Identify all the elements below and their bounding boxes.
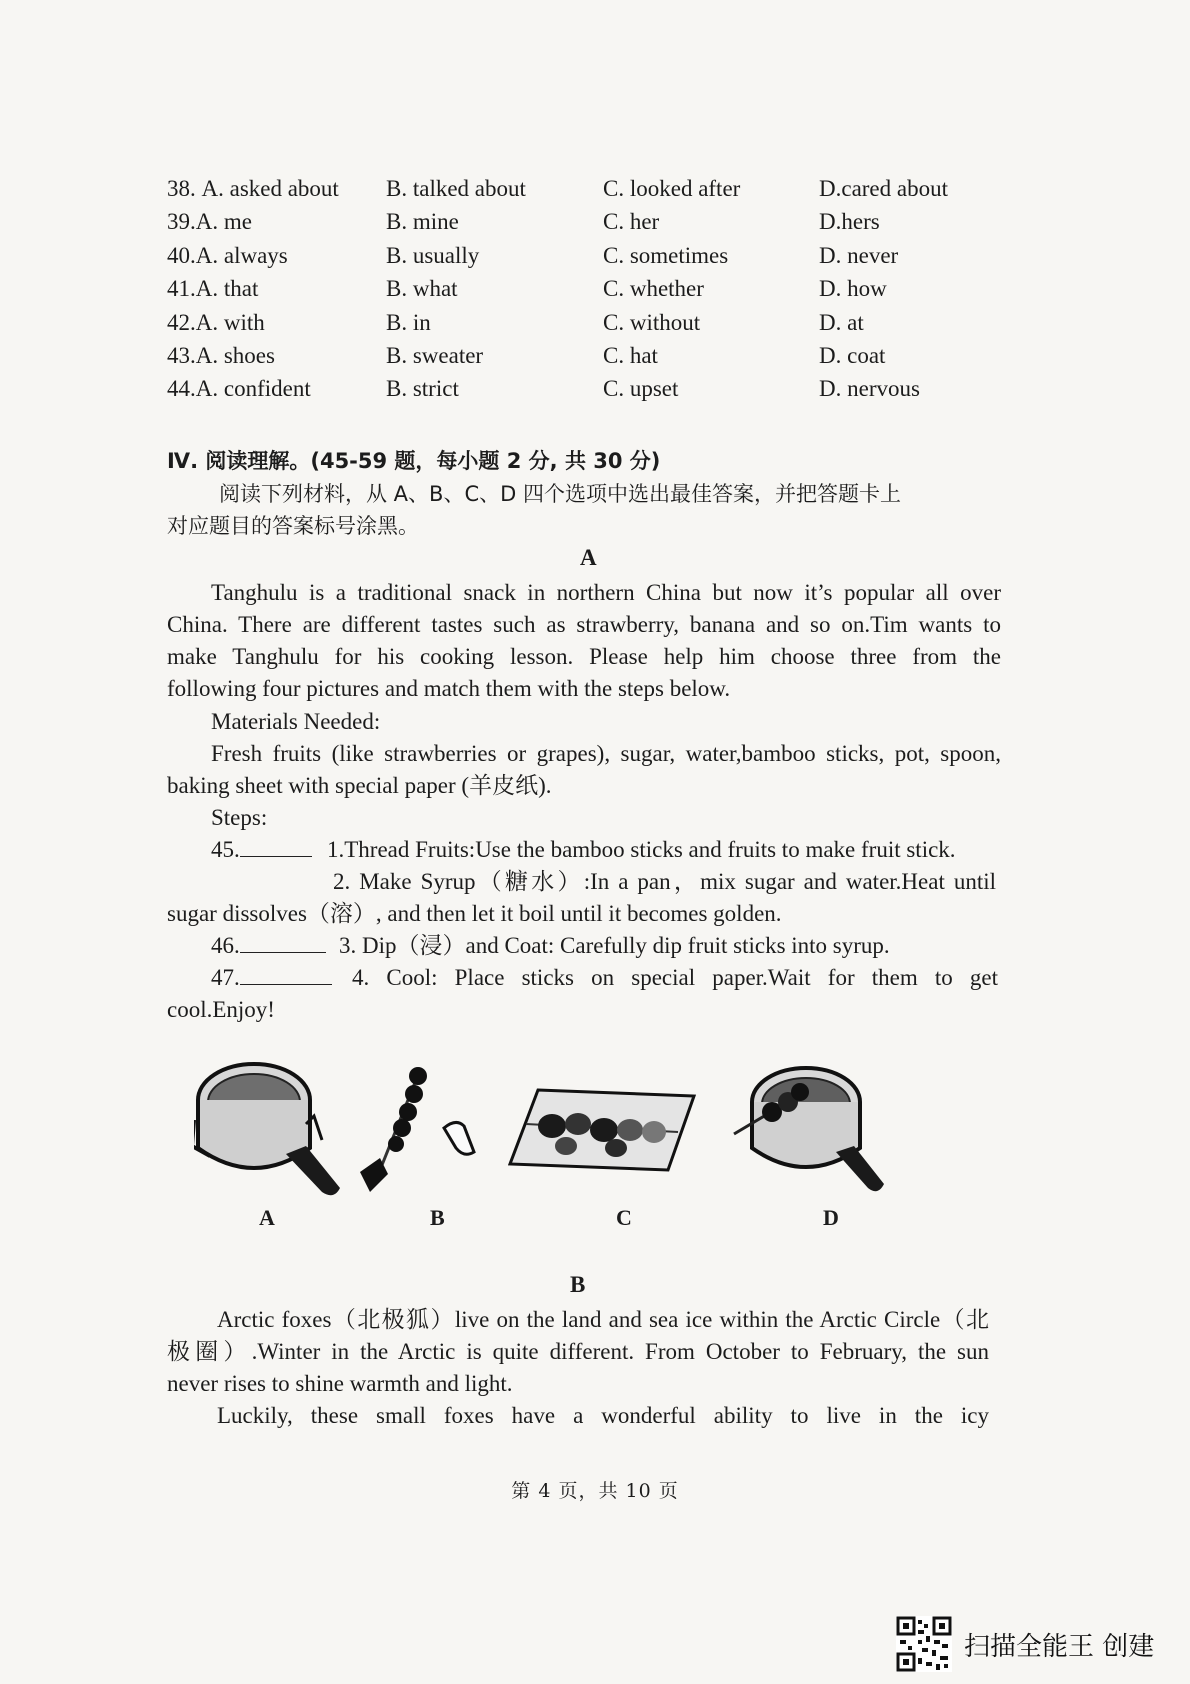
- question-number: 45.: [211, 837, 240, 862]
- passage-a-line-1: Tanghulu is a traditional snack in northern China but now it’s popular all over: [211, 580, 1001, 605]
- picture-label-c: C: [616, 1205, 632, 1230]
- option-c: C. without: [603, 309, 701, 335]
- option-a: A. confident: [195, 376, 311, 402]
- passage-b-letter: B: [570, 1272, 586, 1297]
- option-row-43: [167, 343, 1007, 376]
- answer-blank-45[interactable]: [240, 835, 312, 857]
- option-d: D. at: [819, 309, 864, 335]
- option-c: C. looked after: [603, 176, 741, 201]
- instruction-line-2: 对应题目的答案标号涂黑。: [167, 514, 419, 538]
- option-a: A. shoes: [195, 342, 275, 368]
- scanner-watermark-text: 扫描全能王 创建: [964, 1631, 1155, 1662]
- option-d: D.cared about: [819, 176, 948, 201]
- option-c: C. hat: [603, 342, 658, 368]
- question-number: 44.: [167, 376, 196, 402]
- option-row-38: [167, 176, 1007, 209]
- qr-code-icon: [896, 1616, 952, 1672]
- option-d: D. coat: [819, 342, 886, 368]
- section-heading: Ⅳ. 阅读理解。(45-59 题，每小题 2 分, 共 30 分): [167, 449, 661, 473]
- fruit-skewer-image: [356, 1062, 486, 1202]
- answer-blank-47[interactable]: [240, 963, 332, 985]
- option-a: A. always: [195, 242, 288, 268]
- pot-with-syrup-image: [194, 1060, 344, 1200]
- steps-label: Steps:: [211, 805, 268, 830]
- option-row-40: [167, 243, 1007, 276]
- step-2-line-1: 2. Make Syrup（糖水）:In a pan，mix sugar and water.Heat until: [333, 869, 996, 894]
- step-1: 1.Thread Fruits:Use the bamboo sticks and fruits to make fruit stick.: [327, 837, 956, 862]
- question-number: 43.: [167, 342, 196, 368]
- sticks-on-baking-sheet-image: [508, 1086, 698, 1186]
- option-b: B. in: [386, 309, 431, 335]
- option-b: B. usually: [386, 242, 480, 268]
- option-b: B. sweater: [386, 342, 484, 368]
- step-4-line-2: cool.Enjoy!: [167, 997, 275, 1022]
- question-number: 40.: [167, 242, 196, 268]
- instruction-line-1: 阅读下列材料，从 A、B、C、D 四个选项中选出最佳答案，并把答题卡上: [219, 482, 901, 506]
- option-row-39: [167, 209, 1007, 242]
- option-b: B. what: [386, 276, 458, 302]
- option-row-42: [167, 310, 1007, 343]
- question-number: 39.: [167, 209, 196, 235]
- passage-a-line-2: China. There are different tastes such as strawberry, banana and so on.Tim wants to: [167, 612, 1001, 637]
- option-row-44: [167, 376, 1007, 409]
- step-3: 3. Dip（浸）and Coat: Carefully dip fruit sticks into syrup.: [339, 933, 890, 958]
- page-footer: 第 4 页，共 10 页: [511, 1480, 679, 1502]
- step-4-line-1: 4. Cool: Place sticks on special paper.Wait for them to get: [352, 965, 998, 990]
- answer-blank-46[interactable]: [240, 931, 326, 953]
- option-a: A. with: [195, 309, 265, 335]
- option-c: C. sometimes: [603, 242, 729, 268]
- option-row-41: [167, 276, 1007, 309]
- option-a: A. me: [195, 209, 252, 235]
- pictures-row: [180, 1060, 940, 1260]
- option-c: C. her: [603, 209, 660, 235]
- passage-b-line-1: Arctic foxes（北极狐）live on the land and sea ice within the Arctic Circle（北: [217, 1307, 989, 1332]
- materials-line-1: Fresh fruits (like strawberries or grapes), sugar, water,bamboo sticks, pot, spoon,: [211, 741, 1001, 766]
- picture-label-b: B: [430, 1205, 445, 1230]
- option-b: B. mine: [386, 209, 459, 235]
- option-b: B. talked about: [386, 176, 526, 201]
- passage-a-line-3: make Tanghulu for his cooking lesson. Please help him choose three from the: [167, 644, 1001, 669]
- option-a: A. asked about: [201, 176, 339, 201]
- question-46: [211, 930, 326, 962]
- options-block: [167, 176, 1007, 410]
- question-number: 42.: [167, 309, 196, 335]
- passage-b-line-3: never rises to shine warmth and light.: [167, 1371, 513, 1396]
- materials-line-2: baking sheet with special paper (羊皮纸).: [167, 773, 552, 798]
- question-number: 38.: [167, 176, 196, 201]
- option-d: D.hers: [819, 209, 880, 235]
- passage-a-letter: A: [580, 545, 597, 570]
- picture-label-d: D: [823, 1205, 839, 1230]
- option-c: C. whether: [603, 276, 704, 302]
- question-number: 46.: [211, 933, 240, 958]
- question-45: [211, 834, 312, 866]
- picture-label-a: A: [259, 1205, 275, 1230]
- option-b: B. strict: [386, 376, 459, 402]
- passage-b-line-4: Luckily, these small foxes have a wonderful ability to live in the icy: [217, 1403, 989, 1428]
- option-d: D. how: [819, 276, 887, 302]
- question-47: [211, 962, 332, 994]
- passage-b-line-2: 极圈）.Winter in the Arctic is quite different. From October to February, the sun: [167, 1339, 989, 1364]
- option-d: D. nervous: [819, 376, 920, 402]
- question-number: 41.: [167, 276, 196, 302]
- scanner-watermark: [896, 1616, 1154, 1672]
- dipping-sticks-in-syrup-image: [728, 1060, 888, 1200]
- materials-label: Materials Needed:: [211, 709, 381, 734]
- step-2-line-2: sugar dissolves（溶）, and then let it boil until it becomes golden.: [167, 901, 782, 926]
- passage-a-line-4: following four pictures and match them with the steps below.: [167, 676, 731, 701]
- option-c: C. upset: [603, 376, 679, 402]
- question-number: 47.: [211, 965, 240, 990]
- option-d: D. never: [819, 242, 899, 268]
- option-a: A. that: [195, 276, 259, 302]
